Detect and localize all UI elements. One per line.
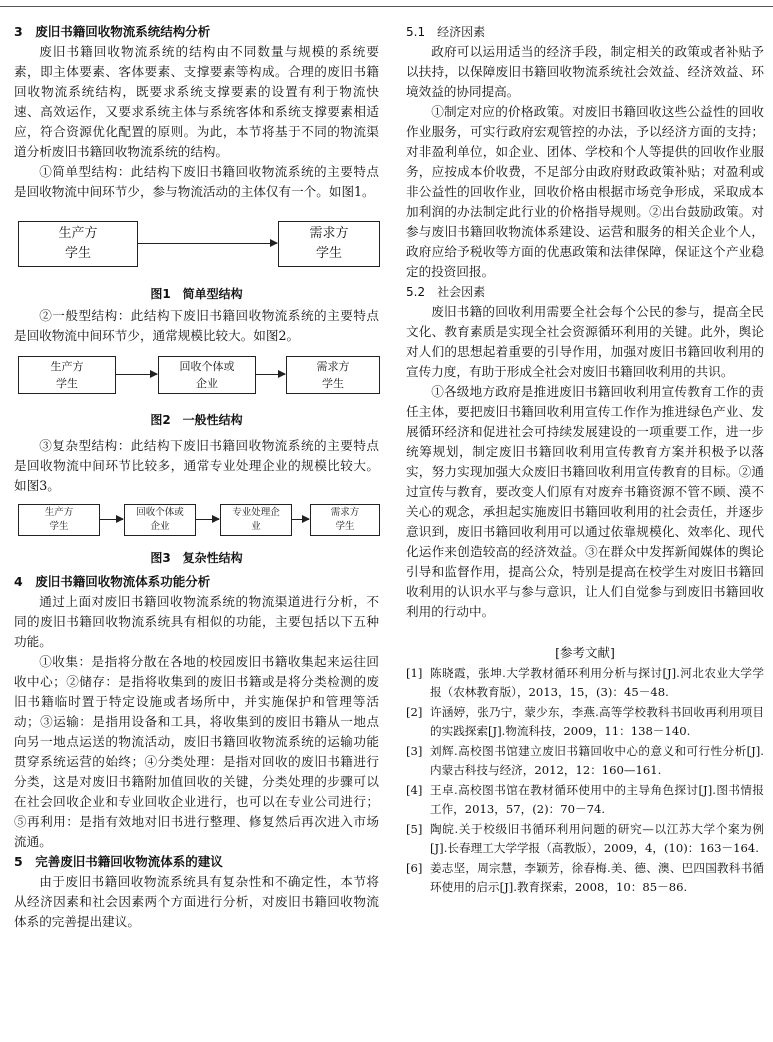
subsection-5-1-paragraph-2: ①制定对应的价格政策。对废旧书籍回收这些公益性的回收作业服务，可实行政府宏观管控的办法，予以经济方面的支持；对非盈利单位，如企业、团体、学校和个人等提供的回收作业服务，应按成本价收费，不足部分由政府财政政策补贴；对盈利或非公益性的回收作业，回收价格由根据市场竞争形成，采取成本加利润的办法制定此行业的价格指导规则。②出台鼓励政策。对参与废旧书籍回收物流体系建设、运营和服务的相关企业个人，政府应给予税收等方面的优惠政策和法律保障，保证这个产业稳定的投资回报。 xyxy=(406,104,764,279)
fig3-arrow-3 xyxy=(291,519,309,520)
fig2-arrow-1 xyxy=(115,374,157,375)
reference-item: [1] 陈晓霞，张坤.大学教材循环利用分析与探讨[J].河北农业大学学报（农林教育版），2013，15，(3)：45－48. xyxy=(406,666,764,699)
fig3-recycler-box: 回收个体或 企业 xyxy=(124,504,196,536)
section-4-title: 4 废旧书籍回收物流体系功能分析 xyxy=(14,574,211,589)
right-column xyxy=(406,22,764,898)
references-title: [参考文献] xyxy=(555,645,615,660)
fig2-producer-box: 生产方 学生 xyxy=(18,356,116,394)
section-3-paragraph-1: 废旧书籍回收物流系统的结构由不同数量与规模的系统要素，即主体要素、客体要素、支撑要素等构成。合理的废旧书籍回收物流系统结构，既要求系统支撑要素的设置有利于物流快速、高效运作，又要求系统主体与系统客体和系统支撑要素相适应，符合资源优化配置的原则。为此，本节将基于不同的物流渠道分析废旧书籍回收物流系统的结构。 xyxy=(14,44,379,159)
subsection-5-1-paragraph-1: 政府可以运用适当的经济手段，制定相关的政策或者补贴予以扶持，以保障废旧书籍回收物流系统社会效益、经济效益、环境效益的协同提高。 xyxy=(406,44,764,99)
figure-3-caption: 图3 复杂性结构 xyxy=(150,551,243,565)
section-5-title: 5 完善废旧书籍回收物流体系的建议 xyxy=(14,854,223,869)
section-3-paragraph-3: ②一般型结构：此结构下废旧书籍回收物流系统的主要特点是回收物流中间环节少，通常规模比较大。如图2。 xyxy=(14,308,379,343)
fig1-producer-box: 生产方 学生 xyxy=(18,221,138,267)
left-column xyxy=(14,22,379,932)
subsection-5-2-title: 5.2 社会因素 xyxy=(406,285,486,299)
fig3-demand-box: 需求方 学生 xyxy=(310,504,380,536)
reference-item: [2] 许涵婷，张乃宁，蒙少东，李燕.高等学校教科书回收再利用项目的实践探索[J].物流科技，2009，11：138－140. xyxy=(406,705,764,738)
figure-1 xyxy=(14,202,379,306)
reference-item: [3] 刘辉.高校图书馆建立废旧书籍回收中心的意义和可行性分析[J].内蒙古科技与经济，2012，12：160—161. xyxy=(406,744,764,777)
reference-item: [5] 陶皖.关于校级旧书循环利用问题的研究—以江苏大学个案为例[J].长春理工大学学报（高教版），2009，4，(10)：163－164. xyxy=(406,822,764,855)
subsection-5-1-title: 5.1 经济因素 xyxy=(406,25,486,39)
fig2-arrow-2 xyxy=(255,374,285,375)
figure-3 xyxy=(14,496,379,572)
reference-item: [4] 王卓.高校图书馆在教材循环使用中的主导角色探讨[J].图书情报工作，2013，57，(2)：70－74. xyxy=(406,783,764,816)
fig3-producer-box: 生产方 学生 xyxy=(18,504,100,536)
fig3-arrow-2 xyxy=(195,519,219,520)
fig3-arrow-1 xyxy=(99,519,123,520)
section-3-paragraph-2: ①简单型结构：此结构下废旧书籍回收物流系统的主要特点是回收物流中间环节少，参与物流活动的主体仅有一个。如图1。 xyxy=(14,164,379,199)
fig2-recycler-box: 回收个体或 企业 xyxy=(158,356,256,394)
figure-1-caption: 图1 简单型结构 xyxy=(150,287,243,301)
section-4-paragraph-2: ①收集：是指将分散在各地的校园废旧书籍收集起来运往回收中心；②储存：是指将收集到的废旧书籍或是将分类检测的废旧书籍临时置于特定设施或者场所中，并实施保护和管理等活动；③运输：是指用设备和工具，将收集到的废旧书籍从一地点向另一地点运送的物流活动，废旧书籍回收物流系统的运输功能贯穿系统运营的始终；④分类处理：是指对回收的废旧书籍进行分类，这是对废旧书籍附加值回收的关键，分类处理的步骤可以在社会回收企业和专业回收企业进行，也可以在专业公司进行；⑤再利用：是指有效地对旧书进行整理、修复然后再次进入市场流通。 xyxy=(14,654,379,849)
references-list xyxy=(406,664,764,897)
header-rule xyxy=(0,0,773,7)
fig3-processor-box: 专业处理企 业 xyxy=(220,504,292,536)
section-5-paragraph-1: 由于废旧书籍回收物流系统具有复杂性和不确定性，本节将从经济因素和社会因素两个方面进行分析，对废旧书籍回收物流体系的完善提出建议。 xyxy=(14,874,379,929)
reference-item: [6] 姜志坚，周宗慧，李颖芳，徐春梅.美、德、澳、巴四国教科书循环使用的启示[J].教育探索，2008，10：85－86. xyxy=(406,861,764,894)
figure-2 xyxy=(14,346,379,436)
subsection-5-2-paragraph-2: ①各级地方政府是推进废旧书籍回收利用宣传教育工作的责任主体，要把废旧书籍回收利用宣传工作作为推进绿色产业、发展循环经济和促进社会可持续发展建设的一项重要工作，进一步统筹规划，制定废旧书籍回收利用宣传教育方案并积极予以落实，努力实现加强大众废旧书籍回收利用宣传教育的目标。②通过宣传与教育，要改变人们原有对废弃书籍资源不管不顾、漠不关心的观念，承担起实施废旧书籍回收利用的社会责任，并逐步意识到，废旧书籍回收利用可以通过依靠规模化、效率化、现代化运作来创造较高的经济效益。③在群众中发挥新闻媒体的舆论引导和监督作用，提高公众，特别是提高在校学生对废旧书籍回收利用的认识水平与参与意识，让人们自觉参与到废旧书籍回收利用的行动中。 xyxy=(406,384,764,619)
fig1-arrow xyxy=(137,243,277,244)
section-3-paragraph-4: ③复杂型结构：此结构下废旧书籍回收物流系统的主要特点是回收物流中间环节比较多，通常专业处理企业的规模比较大。如图3。 xyxy=(14,438,379,493)
section-4-paragraph-1: 通过上面对废旧书籍回收物流系统的物流渠道进行分析，不同的废旧书籍回收物流系统具有相似的功能，主要包括以下五种功能。 xyxy=(14,594,379,649)
figure-2-caption: 图2 一般性结构 xyxy=(150,413,243,427)
fig2-demand-box: 需求方 学生 xyxy=(286,356,380,394)
fig1-demand-box: 需求方 学生 xyxy=(278,221,380,267)
section-3-title: 3 废旧书籍回收物流系统结构分析 xyxy=(14,24,211,39)
subsection-5-2-paragraph-1: 废旧书籍的回收利用需要全社会每个公民的参与，提高全民文化、教育素质是实现全社会资源循环利用的关键。此外，舆论对人们的思想起着重要的引导作用，加强对废旧书籍回收利用的宣传力度，有助于形成全社会对废旧书籍回收利用的共识。 xyxy=(406,304,764,379)
